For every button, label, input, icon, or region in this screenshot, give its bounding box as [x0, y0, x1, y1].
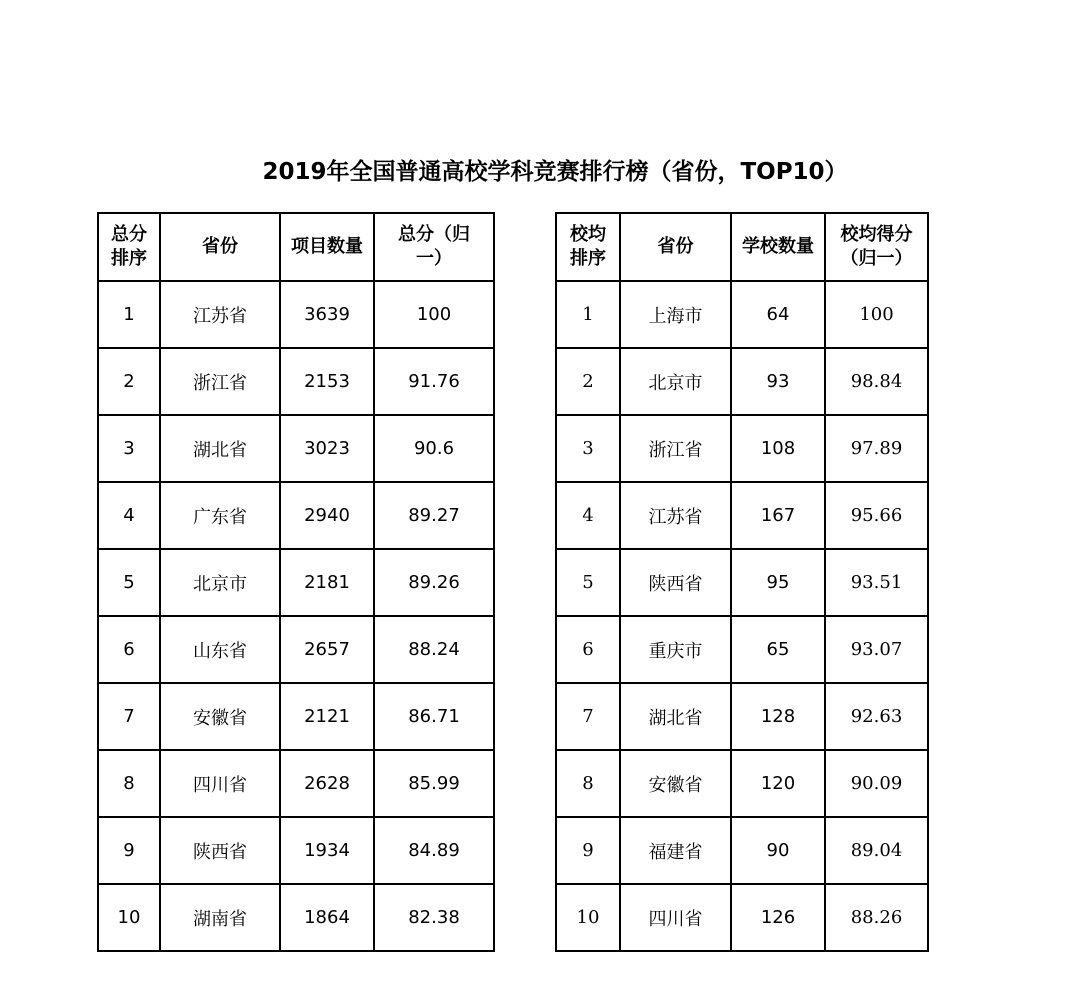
right-header-3: 校均得分 （归一）: [825, 213, 928, 281]
count-cell: 120: [731, 750, 825, 817]
count-cell: 93: [731, 348, 825, 415]
rank-cell: 7: [556, 683, 620, 750]
rank-cell: 1: [98, 281, 160, 348]
score-cell: 91.76: [374, 348, 494, 415]
table-row: [98, 415, 494, 482]
score-cell: 88.26: [825, 884, 928, 951]
province-cell: 山东省: [160, 616, 280, 683]
count-cell: 90: [731, 817, 825, 884]
count-cell: 2153: [280, 348, 374, 415]
province-cell: 湖北省: [620, 683, 731, 750]
score-cell: 86.71: [374, 683, 494, 750]
left-header-3: 总分（归 一）: [374, 213, 494, 281]
score-cell: 100: [374, 281, 494, 348]
page-title: 2019年全国普通高校学科竞赛排行榜（省份，TOP10）: [262, 159, 848, 185]
score-cell: 93.07: [825, 616, 928, 683]
province-cell: 广东省: [160, 482, 280, 549]
province-cell: 陕西省: [620, 549, 731, 616]
count-cell: 64: [731, 281, 825, 348]
count-cell: 1864: [280, 884, 374, 951]
score-cell: 89.04: [825, 817, 928, 884]
province-cell: 江苏省: [620, 482, 731, 549]
province-cell: 安徽省: [620, 750, 731, 817]
rank-cell: 5: [98, 549, 160, 616]
table-row: [98, 549, 494, 616]
table-row: [98, 348, 494, 415]
province-cell: 北京市: [160, 549, 280, 616]
count-cell: 108: [731, 415, 825, 482]
score-cell: 92.63: [825, 683, 928, 750]
table-row: [98, 683, 494, 750]
table-row: [556, 549, 928, 616]
province-cell: 四川省: [160, 750, 280, 817]
rank-cell: 8: [556, 750, 620, 817]
table-row: [556, 683, 928, 750]
province-cell: 重庆市: [620, 616, 731, 683]
table-row: [98, 817, 494, 884]
count-cell: 126: [731, 884, 825, 951]
rank-cell: 2: [98, 348, 160, 415]
score-cell: 95.66: [825, 482, 928, 549]
school-average-ranking-table: [555, 212, 929, 952]
count-cell: 167: [731, 482, 825, 549]
count-cell: 128: [731, 683, 825, 750]
count-cell: 95: [731, 549, 825, 616]
table-row: [98, 750, 494, 817]
score-cell: 85.99: [374, 750, 494, 817]
province-cell: 浙江省: [620, 415, 731, 482]
score-cell: 97.89: [825, 415, 928, 482]
table-row: [98, 482, 494, 549]
score-cell: 89.26: [374, 549, 494, 616]
left-header-0: 总分 排序: [98, 213, 160, 281]
province-cell: 北京市: [620, 348, 731, 415]
province-cell: 江苏省: [160, 281, 280, 348]
count-cell: 2657: [280, 616, 374, 683]
rank-cell: 4: [98, 482, 160, 549]
province-cell: 湖南省: [160, 884, 280, 951]
table-row: [98, 281, 494, 348]
rank-cell: 7: [98, 683, 160, 750]
rank-cell: 10: [98, 884, 160, 951]
province-cell: 四川省: [620, 884, 731, 951]
count-cell: 1934: [280, 817, 374, 884]
right-header-1: 省份: [620, 213, 731, 281]
count-cell: 3023: [280, 415, 374, 482]
score-cell: 90.09: [825, 750, 928, 817]
table-row: [556, 750, 928, 817]
total-score-ranking-table: [97, 212, 495, 952]
rank-cell: 6: [556, 616, 620, 683]
score-cell: 84.89: [374, 817, 494, 884]
province-cell: 陕西省: [160, 817, 280, 884]
right-header-2: 学校数量: [731, 213, 825, 281]
rank-cell: 10: [556, 884, 620, 951]
count-cell: 2121: [280, 683, 374, 750]
table-row: [98, 616, 494, 683]
table-row: [556, 884, 928, 951]
left-header-1: 省份: [160, 213, 280, 281]
score-cell: 100: [825, 281, 928, 348]
rank-cell: 2: [556, 348, 620, 415]
table-row: [556, 415, 928, 482]
score-cell: 88.24: [374, 616, 494, 683]
rank-cell: 9: [556, 817, 620, 884]
count-cell: 2940: [280, 482, 374, 549]
table-row: [556, 348, 928, 415]
rank-cell: 4: [556, 482, 620, 549]
rank-cell: 9: [98, 817, 160, 884]
province-cell: 上海市: [620, 281, 731, 348]
province-cell: 安徽省: [160, 683, 280, 750]
score-cell: 90.6: [374, 415, 494, 482]
count-cell: 2181: [280, 549, 374, 616]
count-cell: 3639: [280, 281, 374, 348]
rank-cell: 1: [556, 281, 620, 348]
count-cell: 2628: [280, 750, 374, 817]
left-header-2: 项目数量: [280, 213, 374, 281]
table-row: [556, 281, 928, 348]
rank-cell: 5: [556, 549, 620, 616]
count-cell: 65: [731, 616, 825, 683]
score-cell: 82.38: [374, 884, 494, 951]
rank-cell: 3: [556, 415, 620, 482]
table-row: [556, 482, 928, 549]
table-row: [556, 616, 928, 683]
score-cell: 93.51: [825, 549, 928, 616]
table-row: [98, 884, 494, 951]
score-cell: 89.27: [374, 482, 494, 549]
rank-cell: 8: [98, 750, 160, 817]
right-header-0: 校均 排序: [556, 213, 620, 281]
rank-cell: 6: [98, 616, 160, 683]
province-cell: 湖北省: [160, 415, 280, 482]
table-row: [556, 817, 928, 884]
score-cell: 98.84: [825, 348, 928, 415]
rank-cell: 3: [98, 415, 160, 482]
province-cell: 浙江省: [160, 348, 280, 415]
province-cell: 福建省: [620, 817, 731, 884]
